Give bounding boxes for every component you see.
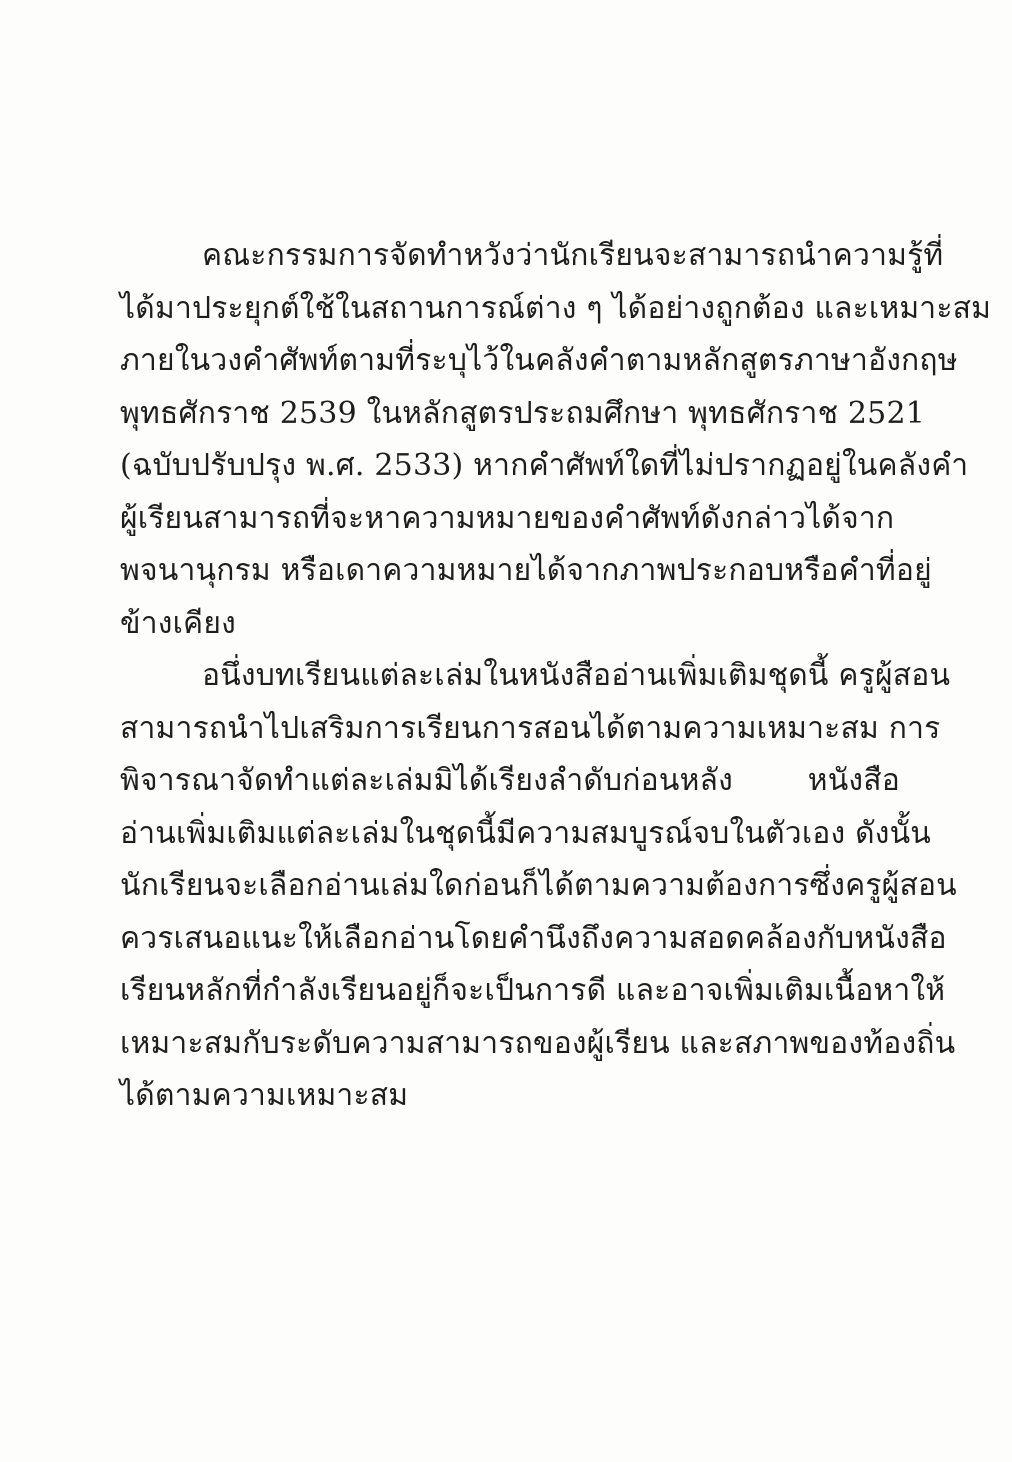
paragraph-2-line-4: อ่านเพิ่มเติมแต่ละเล่มในชุดนี้มีความสมบูรณ์จบในตัวเอง ดังนั้น xyxy=(120,815,932,851)
paragraph-2-line-8: เหมาะสมกับระดับความสามารถของผู้เรียน และสภาพของท้องถิ่น xyxy=(120,1025,956,1061)
body-text xyxy=(120,230,992,1123)
paragraph-2-line-3: พิจารณาจัดทำแต่ละเล่มมิได้เรียงลำดับก่อนหลัง หนังสือ xyxy=(120,763,900,798)
paragraph-2-line-7: เรียนหลักที่กำลังเรียนอยู่ก็จะเป็นการดี และอาจเพิ่มเติมเนื้อหาให้ xyxy=(120,973,946,1008)
paragraph-1-line-5: (ฉบับปรับปรุง พ.ศ. 2533) หากคำศัพท์ใดที่ไม่ปรากฏอยู่ในคลังคำ xyxy=(120,448,969,483)
paragraph-2-line-1: อนึ่งบทเรียนแต่ละเล่มในหนังสืออ่านเพิ่มเติมชุดนี้ ครูผู้สอน xyxy=(202,658,951,693)
paragraph-2-line-6: ควรเสนอแนะให้เลือกอ่านโดยคำนึงถึงความสอดคล้องกับหนังสือ xyxy=(120,920,947,956)
paragraph-1-line-6: ผู้เรียนสามารถที่จะหาความหมายของคำศัพท์ดังกล่าวได้จาก xyxy=(120,500,895,536)
paragraph-1-line-4: พุทธศักราช 2539 ในหลักสูตรประถมศึกษา พุทธศักราช 2521 xyxy=(120,395,926,431)
paragraph-2-line-9: ได้ตามความเหมาะสม xyxy=(120,1078,409,1113)
paragraph-1-line-7: พจนานุกรม หรือเดาความหมายได้จากภาพประกอบหรือคำที่อยู่ xyxy=(120,553,932,588)
paragraph-2-line-5: นักเรียนจะเลือกอ่านเล่มใดก่อนก็ได้ตามความต้องการซึ่งครูผู้สอน xyxy=(120,868,957,903)
paragraph-1-line-2: ได้มาประยุกต์ใช้ในสถานการณ์ต่าง ๆ ได้อย่างถูกต้อง และเหมาะสม xyxy=(120,290,992,326)
paragraph-2-line-2: สามารถนำไปเสริมการเรียนการสอนได้ตามความเหมาะสม การ xyxy=(120,710,941,746)
paragraph-1-line-1: คณะกรรมการจัดทำหวังว่านักเรียนจะสามารถนำความรู้ที่ xyxy=(202,238,944,273)
paragraph-1-line-8: ข้างเคียง xyxy=(120,605,236,641)
paragraph-1-line-3: ภายในวงคำศัพท์ตามที่ระบุไว้ในคลังคำตามหลักสูตรภาษาอังกฤษ xyxy=(120,343,958,378)
